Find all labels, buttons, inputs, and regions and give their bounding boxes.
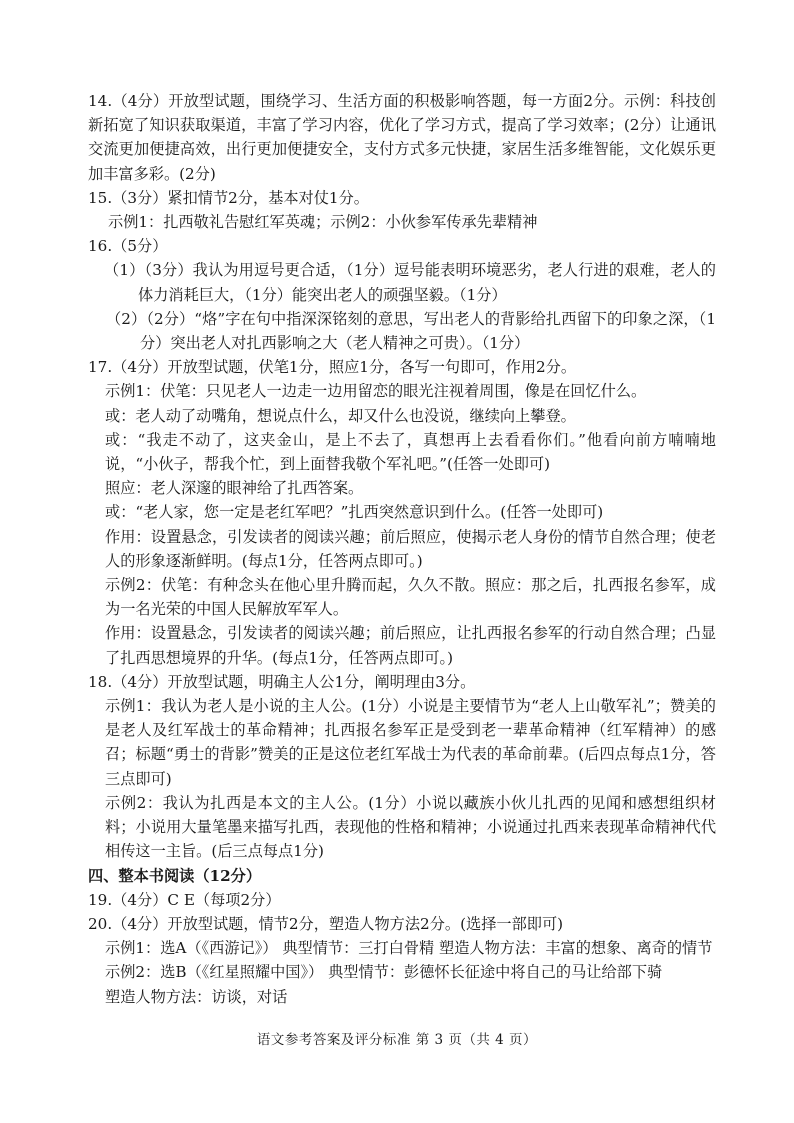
answer-15: 15.（3分）紧扣情节2分，基本对仗1分。 — [88, 188, 369, 207]
answer-20: 20.（4分）开放型试题，情节2分，塑造人物方法2分。(选择一部即可) — [88, 914, 564, 933]
answer-17-alt1: 或：老人动了动嘴角，想说点什么，却又什么也没说，继续向上攀登。 — [105, 406, 576, 425]
answer-18: 18.（4分）开放型试题，明确主人公1分，阐明理由3分。 — [88, 672, 476, 691]
answer-20-example2: 示例2：选B（《红星照耀中国》） 典型情节：彭德怀长征途中将自己的马让给部下骑 — [105, 963, 663, 982]
answer-content — [88, 89, 716, 1009]
answer-17-alt2: 或：“我走不动了，这夹金山，是上不去了，真想再上去看看你们。”他看向前方喃喃地说，“小伙子，帮我个忙，到上面替我敬个军礼吧。”(任答一处即可) — [105, 430, 716, 474]
page-footer: 语文参考答案及评分标准 第 3 页（共 4 页） — [256, 1032, 538, 1048]
answer-17-example1: 示例1：伏笔：只见老人一边走一边用留恋的眼光注视着周围，像是在回忆什么。 — [105, 382, 647, 401]
answer-17-effect2: 作用：设置悬念，引发读者的阅读兴趣；前后照应，让扎西报名参军的行动自然合理；凸显了扎西思想境界的升华。(每点1分，任答两点即可。) — [105, 624, 716, 667]
answer-16-part2: （2）（2分）“烙”字在句中指深深铭刻的意思，写出老人的背影给扎西留下的印象之深，（1分）突出老人对扎西影响之大（老人精神之可贵）。（1分） — [106, 309, 716, 353]
answer-18-example1: 示例1：我认为老人是小说的主人公。(1分）小说是主要情节为“老人上山敬军礼”；赞美的是老人及红军战士的革命精神；扎西报名参军正是受到老一辈革命精神（红军精神）的感召；标题“勇士的背影”赞美的正是这位老红军战士为代表的革命前辈。(后四点每点1分，答三点即可) — [105, 697, 716, 788]
answer-16-part1: （1）（3分）我认为用逗号更合适，（1分）逗号能表明环境恶劣，老人行进的艰难，老人的体力消耗巨大，（1分）能突出老人的顽强坚毅。（1分） — [104, 261, 716, 304]
answer-17-echo: 照应：老人深邃的眼神给了扎西答案。 — [105, 479, 364, 498]
answer-17-effect1: 作用：设置悬念，引发读者的阅读兴趣；前后照应，使揭示老人身份的情节自然合理；使老人的形象逐渐鲜明。(每点1分，任答两点即可。) — [105, 527, 716, 570]
answer-17: 17.（4分）开放型试题，伏笔1分，照应1分，各写一句即可，作用2分。 — [88, 358, 577, 377]
answer-18-example2: 示例2：我认为扎西是本文的主人公。(1分）小说以藏族小伙儿扎西的见闻和感想组织材料；小说用大量笔墨来描写扎西，表现他的性格和精神；小说通过扎西来表现革命精神代代相传这一主旨。(后三点每点1分) — [105, 793, 716, 861]
answer-14: 14.（4分）开放型试题，围绕学习、生活方面的积极影响答题，每一方面2分。示例：科技创新拓宽了知识获取渠道，丰富了学习内容，优化了学习方式，提高了学习效率；(2分）让通讯交流更加便捷高效，出行更加便捷安全，支付方式多元快捷，家居生活多维智能，文化娱乐更加丰富多彩。(2分) — [88, 92, 716, 183]
section-heading: 四、整本书阅读（12分） — [88, 866, 262, 885]
answer-20-example1: 示例1：选A（《西游记》） 典型情节：三打白骨精 塑造人物方法：丰富的想象、离奇的情节 — [105, 939, 713, 958]
answer-17-example2: 示例2：伏笔：有种念头在他心里升腾而起，久久不散。照应：那之后，扎西报名参军，成为一名光荣的中国人民解放军军人。 — [105, 576, 716, 619]
answer-15-example: 示例1：扎西敬礼告慰红军英魂；示例2：小伙参军传承先辈精神 — [108, 213, 538, 232]
answer-17-echo-alt: 或：“老人家，您一定是老红军吧？”扎西突然意识到什么。(任答一处即可) — [105, 503, 604, 522]
answer-16: 16.（5分） — [88, 237, 168, 256]
answer-19: 19.（4分）C E（每项2分） — [88, 890, 281, 909]
answer-20-method: 塑造人物方法：访谈，对话 — [105, 987, 288, 1006]
